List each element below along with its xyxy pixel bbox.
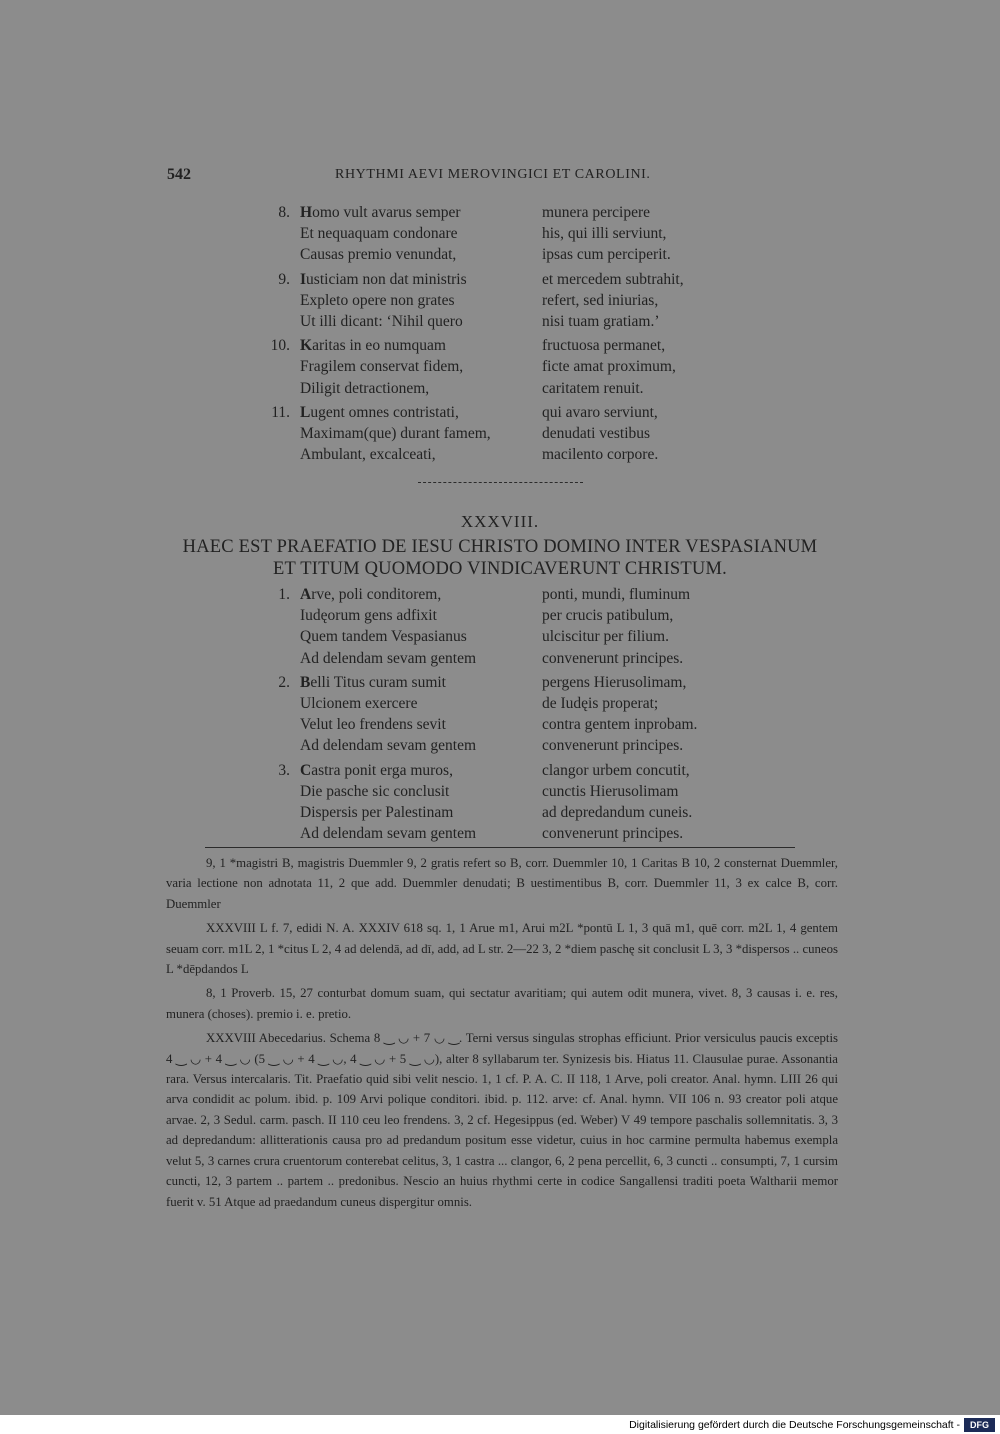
- verse-first-half-text: Iudęorum gens adfixit: [300, 607, 437, 625]
- verse-second-half: ipsas cum perciperit.: [542, 246, 671, 264]
- verse-line: [0, 335, 1000, 356]
- verse-first-half: [300, 714, 446, 735]
- stanza-initial: I: [300, 270, 307, 288]
- verse-line: [0, 244, 1000, 265]
- verse-first-half: [300, 693, 417, 714]
- verse-second-half: clangor urbem concutit,: [542, 761, 690, 779]
- stanza-number: 9.: [278, 270, 290, 288]
- verse-first-half-text: Dispersis per Palestinam: [300, 803, 454, 821]
- verse-line: [0, 202, 1000, 223]
- stanza-number: 11.: [271, 403, 290, 421]
- poem-section-one: [0, 202, 1000, 465]
- verse-line: [0, 672, 1000, 693]
- note-block-variants-2: XXXVIII L f. 7, edidi N. A. XXXIV 618 sq. 1, 1 Arue m1, Arui m2L *pontū L 1, 3 quā m1, quē corr. m2L 1, 4 gentem seuam corr. m1L 2, 1 *citus L 2, 4 ad delendā, ad dī, add, ad L str. 2—22 3, 2 *diem paschę sit conclusit L 3, 3 *dispersos .. cuneos L *dēpdandos L: [166, 921, 838, 977]
- verse-first-half-text: Ad delendam sevam gentem: [300, 737, 477, 755]
- verse-line: [0, 402, 1000, 423]
- verse-second-half: convenerunt principes.: [542, 737, 684, 755]
- verse-second-half: macilento corpore.: [542, 446, 659, 464]
- verse-line: [0, 311, 1000, 332]
- verse-second-half: his, qui illi serviunt,: [542, 225, 667, 243]
- verse-first-half-text: Ad delendam sevam gentem: [300, 825, 477, 843]
- stanza-initial: B: [300, 673, 311, 691]
- verse-first-half: [300, 823, 476, 844]
- verse-line: [0, 781, 1000, 802]
- verse-first-half: [300, 244, 456, 265]
- verse-first-half-text: Quem tandem Vespasianus: [300, 628, 467, 646]
- verse-second-half: pergens Hierusolimam,: [542, 673, 687, 691]
- note-block-sources-1: 8, 1 Proverb. 15, 27 conturbat domum suam, qui sectatur avaritiam; qui autem odit munera, vivet. 8, 3 causas i. e. res, munera (choses). premio i. e. pretio.: [166, 986, 838, 1021]
- verse-second-half: convenerunt principes.: [542, 825, 684, 843]
- stanza-initial: L: [300, 403, 311, 421]
- section-divider: [418, 482, 583, 485]
- verse-first-half-text: rve, poli conditorem,: [311, 586, 442, 603]
- stanza-number: 8.: [278, 204, 290, 221]
- verse-first-half: [300, 290, 455, 311]
- verse-line: [0, 290, 1000, 311]
- verse-line: [0, 269, 1000, 290]
- verse-second-half: per crucis patibulum,: [542, 607, 674, 625]
- verse-first-half-text: Ad delendam sevam gentem: [300, 649, 477, 667]
- verse-first-half: [300, 781, 449, 802]
- verse-first-half-text: Maximam(que) durant famem,: [300, 424, 491, 442]
- verse-first-half: [300, 584, 441, 605]
- verse-first-half-text: Causas premio venundat,: [300, 246, 457, 264]
- verse-first-half-text: Ulcionem exercere: [300, 694, 418, 712]
- poem-section-two: [0, 584, 1000, 844]
- stanza-number: 3.: [278, 761, 290, 779]
- verse-first-half: [300, 626, 467, 647]
- verse-second-half: ad depredandum cuneis.: [542, 803, 693, 821]
- verse-second-half: denudati vestibus: [542, 424, 651, 442]
- verse-first-half-text: Ut illi dicant: ‘Nihil quero: [300, 312, 463, 330]
- verse-first-half: [300, 335, 446, 356]
- verse-second-half: cunctis Hierusolimam: [542, 782, 679, 800]
- stanza-initial: C: [300, 761, 312, 779]
- verse-second-half: qui avaro serviunt,: [542, 403, 658, 421]
- verse-second-half: ponti, mundi, fluminum: [542, 586, 691, 603]
- note-block-commentary: XXXVIII Abecedarius. Schema 8 ‿ ◡ + 7 ◡ ‿. Terni versus singulas strophas efficiunt. Prior versiculus paucis exceptis 4 ‿ ◡ + 4 ‿ ◡ (5 ‿ ◡ + 4 ‿ ◡, 4 ‿ ◡ + 5 ‿ ◡), alter 8 syllabarum ter. Synizesis bis. Hiatus 11. Clausulae purae. Assonantia rara. Versus intercalaris. Tit. Praefatio quid sibi velit nescio. 1, 1 cf. P. A. C. II 118, 1 Arve, poli creator. Anal. hymn. LIII 26 qui arva condidit ac polum. ibid. p. 109 Arvi polique conditori. ibid. p. 112. arve: cf. Anal. hymn. VII 106 n. 93 creator poli atque arvae. 2, 3 Sedul. carm. pasch. II 110 ceu leo frendens. 3, 2 cf. Hegesippus (ed. Weber) V 49 tempore paschalis sollemnitatis. 3, 3 ad depredandum: allitterationis causa pro ad predandum positum esse videtur, cuius in hoc carmine permulta habemus exempla velut 5, 3 carnes crura cruentorum conterebat celitus, 3, 1 castra ... clangor, 6, 2 pena percellit, 6, 3 cuncti .. consumpti, 7, 1 cursim cuncti, 12, 3 partem .. partem .. predonibus. Nescio an huius rhythmi certe in codice Sangallensi traditi poeta Waltharii memor fuerit v. 51 Atque ad praedandum cuneus dispergitur omnis.: [166, 1031, 838, 1209]
- verse-line: [0, 735, 1000, 756]
- verse-first-half-text: Ambulant, excalceati,: [300, 446, 436, 464]
- stanza-number: 10.: [270, 337, 290, 355]
- verse-line: [0, 223, 1000, 244]
- verse-first-half: [300, 735, 476, 756]
- footnote-rule: [205, 847, 795, 848]
- verse-first-half: [300, 311, 463, 332]
- verse-first-half: [300, 605, 437, 626]
- verse-second-half: fructuosa permanet,: [542, 337, 666, 355]
- verse-second-half: ficte amat proximum,: [542, 358, 676, 376]
- verse-first-half-text: Fragilem conservat fidem,: [300, 358, 464, 376]
- verse-first-half-text: omo vult avarus semper: [312, 204, 461, 221]
- verse-first-half-text: Die pasche sic conclusit: [300, 782, 450, 800]
- verse-line: [0, 605, 1000, 626]
- section-number: XXXVIII.: [460, 512, 540, 531]
- page-header: [167, 166, 847, 188]
- verse-first-half: [300, 760, 453, 781]
- verse-line: [0, 802, 1000, 823]
- page-number: 542: [167, 166, 191, 183]
- verse-second-half: caritatem renuit.: [542, 379, 644, 397]
- verse-first-half-text: aritas in eo numquam: [312, 337, 446, 355]
- verse-line: [0, 584, 1000, 605]
- verse-first-half: [300, 423, 491, 444]
- verse-line: [0, 378, 1000, 399]
- verse-line: [0, 693, 1000, 714]
- verse-second-half: refert, sed iniurias,: [542, 291, 659, 309]
- stanza-initial: A: [300, 586, 312, 603]
- verse-first-half: [300, 802, 453, 823]
- verse-first-half: [300, 648, 476, 669]
- verse-second-half: contra gentem inprobam.: [542, 716, 698, 734]
- verse-second-half: convenerunt principes.: [542, 649, 684, 667]
- note-block-variants-1: 9, 1 *magistri B, magistris Duemmler 9, 2 gratis refert so B, corr. Duemmler 10, 1 Caritas B 10, 2 consternat Duemmler, varia lectione non adnotata 11, 2 que add. Duemmler denudati; B uestimentibus B, corr. Duemmler 11, 3 ex calce B, corr. Duemmler: [166, 856, 838, 911]
- verse-second-half: nisi tuam gratiam.’: [542, 312, 660, 330]
- running-title: RHYTHMI AEVI MEROVINGICI ET CAROLINI.: [335, 167, 651, 182]
- verse-first-half: [300, 444, 436, 465]
- verse-line: [0, 714, 1000, 735]
- verse-first-half: [300, 223, 458, 244]
- verse-first-half: [300, 672, 446, 693]
- verse-line: [0, 760, 1000, 781]
- verse-first-half-text: ugent omnes contristati,: [310, 403, 459, 421]
- section-title: [150, 536, 850, 580]
- verse-second-half: munera percipere: [542, 204, 651, 221]
- verse-line: [0, 423, 1000, 444]
- verse-first-half-text: Expleto opere non grates: [300, 291, 455, 309]
- stanza-initial: K: [300, 337, 313, 355]
- apparatus-notes: [166, 853, 838, 1212]
- verse-second-half: de Iudęis properat;: [542, 694, 659, 712]
- verse-line: [0, 626, 1000, 647]
- verse-first-half: [300, 269, 467, 290]
- verse-first-half-text: Et nequaquam condonare: [300, 225, 458, 243]
- verse-first-half: [300, 402, 459, 423]
- verse-second-half: et mercedem subtrahit,: [542, 270, 684, 288]
- stanza-number: 2.: [278, 673, 290, 691]
- section-title-line-1: HAEC EST PRAEFATIO DE IESU CHRISTO DOMINO INTER VESPASIANUM: [182, 537, 818, 557]
- verse-first-half-text: Velut leo frendens sevit: [300, 716, 446, 734]
- stanza-number: 1.: [278, 586, 290, 603]
- verse-line: [0, 444, 1000, 465]
- verse-line: [0, 356, 1000, 377]
- dfg-logo-icon: DFG: [964, 1418, 995, 1432]
- verse-first-half: [300, 202, 461, 223]
- verse-first-half-text: elli Titus curam sumit: [310, 673, 446, 691]
- footer-text: Digitalisierung gefördert durch die Deutsche Forschungsgemeinschaft -: [629, 1419, 960, 1431]
- verse-first-half: [300, 356, 463, 377]
- footer-bar: [0, 1417, 1000, 1434]
- section-title-line-2: ET TITUM QUOMODO VINDICAVERUNT CHRISTUM.: [273, 559, 727, 579]
- verse-line: [0, 648, 1000, 669]
- verse-first-half-text: usticiam non dat ministris: [306, 270, 467, 288]
- verse-line: [0, 823, 1000, 844]
- verse-first-half: [300, 378, 429, 399]
- stanza-initial: H: [300, 204, 313, 221]
- verse-second-half: ulciscitur per filium.: [542, 628, 669, 646]
- verse-first-half-text: Diligit detractionem,: [300, 379, 430, 397]
- verse-first-half-text: astra ponit erga muros,: [311, 761, 453, 779]
